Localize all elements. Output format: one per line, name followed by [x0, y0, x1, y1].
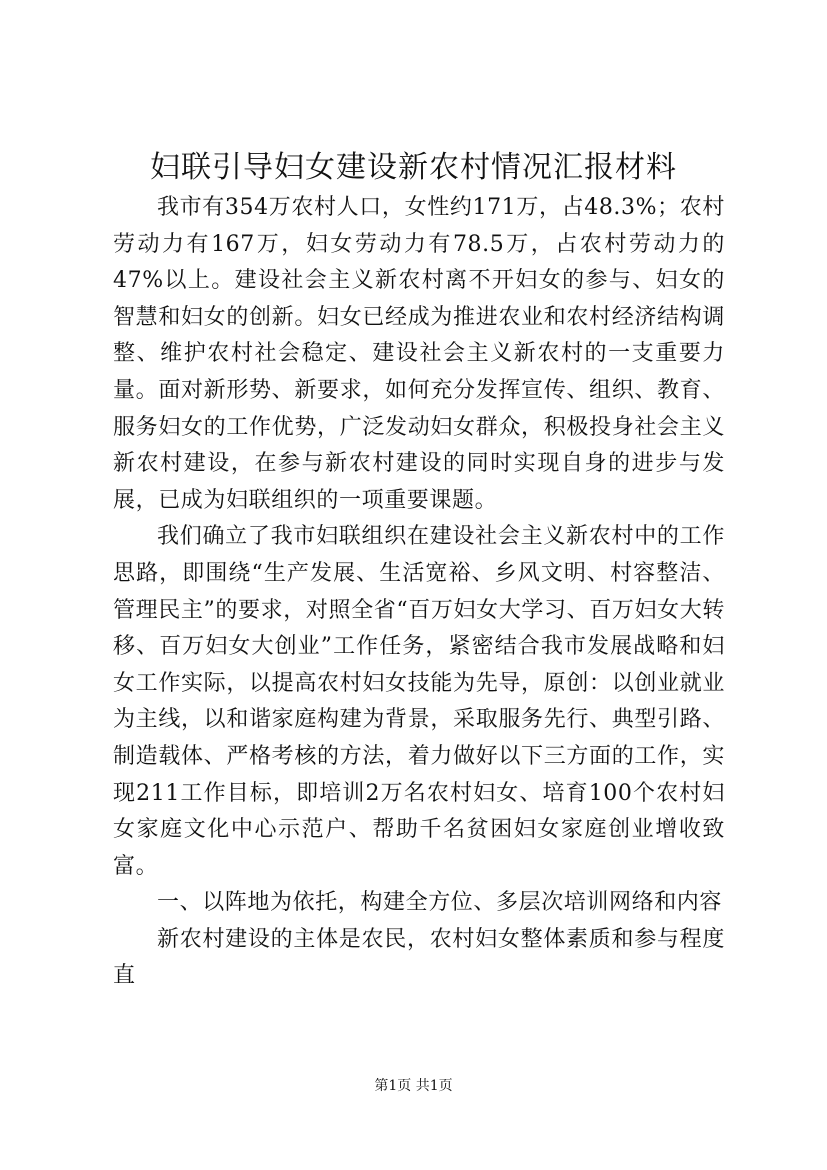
paragraph-intro: 我市有354万农村人口，女性约171万，占48.3%；农村劳动力有167万，妇女劳动力有78.5万，占农村劳动力的47%以上。建设社会主义新农村离不开妇女的参与、妇女的智慧和妇女的创新。妇女已经成为推进农业和农村经济结构调整、维护农村社会稳定、建设社会主义新农村的一支重要力量。面对新形势、新要求，如何充分发挥宣传、组织、教育、服务妇女的工作优势，广泛发动妇女群众，积极投身社会主义新农村建设，在参与新农村建设的同时实现自身的进步与发展，已成为妇联组织的一项重要课题。 [113, 195, 725, 513]
document-body [113, 190, 725, 995]
section-heading: 一、以阵地为依托，构建全方位、多层次培训网络和内容 [157, 890, 723, 916]
document-title: 妇联引导妇女建设新农村情况汇报材料 [150, 150, 677, 185]
page-number-footer: 第1页 共1页 [374, 1078, 453, 1094]
paragraph-section-start: 新农村建设的主体是农民，农村妇女整体素质和参与程度直 [113, 926, 725, 989]
paragraph-work-approach: 我们确立了我市妇联组织在建设社会主义新农村中的工作思路，即围绕“生产发展、生活宽裕、乡风文明、村容整洁、管理民主”的要求，对照全省“百万妇女大学习、百万妇女大转移、百万妇女大创业”工作任务，紧密结合我市发展战略和妇女工作实际，以提高农村妇女技能为先导，原创：以创业就业为主线，以和谐家庭构建为背景，采取服务先行、典型引路、制造载体、严格考核的方法，着力做好以下三方面的工作，实现211工作目标，即培训2万名农村妇女、培育100个农村妇女家庭文化中心示范户、帮助千名贫困妇女家庭创业增收致富。 [113, 524, 725, 879]
